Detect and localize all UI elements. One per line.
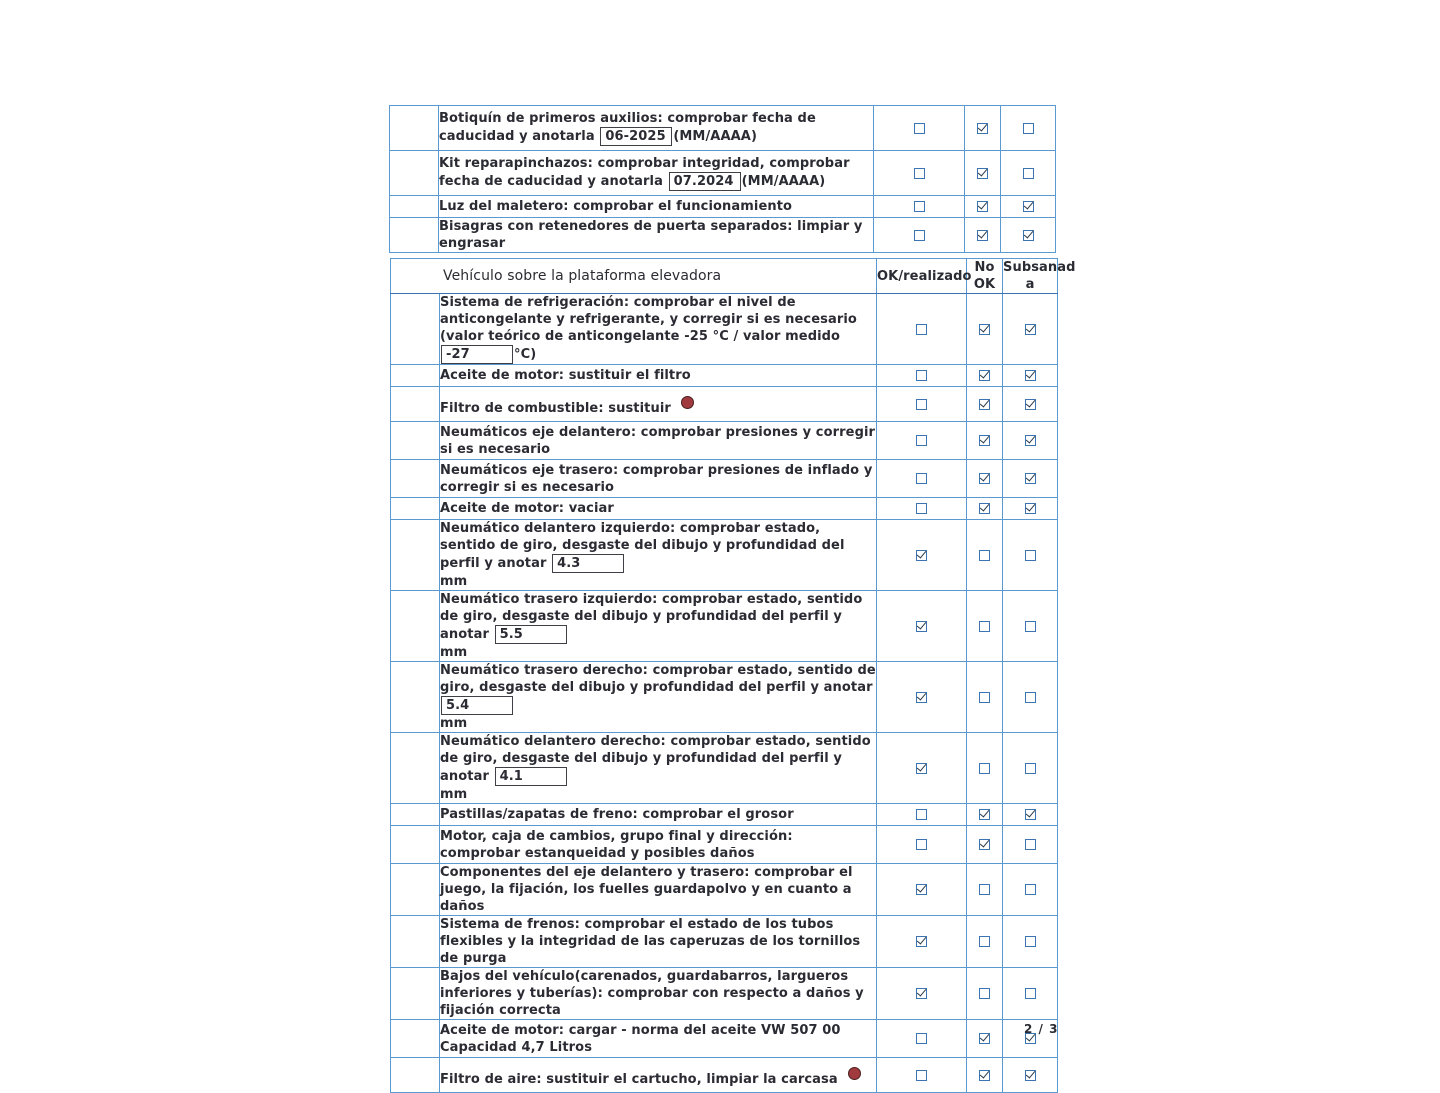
row-description: Aceite de motor: sustituir el filtro bbox=[440, 368, 691, 383]
checklist-section-2 bbox=[390, 258, 1076, 1093]
row-description: Neumático delantero izquierdo: comprobar estado, sentido de giro, desgaste del dibujo y profundidad del perfil y anotar bbox=[440, 521, 845, 571]
ok-checkbox-cell bbox=[874, 218, 965, 253]
no-ok-checkbox-cell bbox=[967, 591, 1003, 662]
value-input-field[interactable]: 06-2025 bbox=[600, 127, 672, 146]
ok-checkbox[interactable] bbox=[916, 763, 927, 774]
ok-checkbox[interactable] bbox=[916, 839, 927, 850]
checklist-row bbox=[391, 1058, 1058, 1093]
subsanada-checkbox[interactable] bbox=[1025, 839, 1036, 850]
row-description: Motor, caja de cambios, grupo final y dirección: comprobar estanqueidad y posibles daños bbox=[440, 828, 793, 861]
subsanada-checkbox[interactable] bbox=[1025, 324, 1036, 335]
ok-checkbox[interactable] bbox=[916, 473, 927, 484]
subsanada-checkbox[interactable] bbox=[1025, 763, 1036, 774]
ok-checkbox-cell bbox=[877, 804, 967, 826]
row-description: Componentes del eje delantero y trasero: comprobar el juego, la fijación, los fuelles guardapolvo y en cuanto a daños bbox=[440, 865, 853, 914]
ok-checkbox-cell bbox=[877, 1058, 967, 1093]
row-description: Neumático delantero derecho: comprobar estado, sentido de giro, desgaste del dibujo y profundidad del perfil y anotar bbox=[440, 734, 871, 784]
checklist-row bbox=[391, 294, 1058, 365]
no-ok-checkbox-cell bbox=[967, 916, 1003, 968]
no-ok-checkbox-cell bbox=[967, 1020, 1003, 1058]
ok-checkbox-cell bbox=[877, 916, 967, 968]
row-description-cell bbox=[440, 520, 877, 591]
subsanada-checkbox-cell bbox=[1003, 733, 1058, 804]
no-ok-checkbox-cell bbox=[967, 733, 1003, 804]
no-ok-checkbox-cell bbox=[967, 294, 1003, 365]
ok-checkbox-cell bbox=[877, 422, 967, 460]
subsanada-checkbox[interactable] bbox=[1025, 621, 1036, 632]
row-description: Bisagras con retenedores de puerta separados: limpiar y engrasar bbox=[439, 219, 863, 251]
row-margin-cell bbox=[391, 662, 440, 733]
ok-checkbox-cell bbox=[874, 151, 965, 196]
no-ok-checkbox[interactable] bbox=[979, 988, 990, 999]
no-ok-checkbox[interactable] bbox=[979, 1033, 990, 1044]
no-ok-checkbox[interactable] bbox=[979, 473, 990, 484]
ok-checkbox-cell bbox=[877, 591, 967, 662]
row-description: Bajos del vehículo(carenados, guardabarros, largueros inferiores y tuberías): comprobar con respecto a daños y fijación correcta bbox=[440, 969, 864, 1018]
row-description-cell bbox=[440, 804, 877, 826]
no-ok-checkbox-cell bbox=[967, 804, 1003, 826]
row-unit-label: (MM/AAAA) bbox=[673, 129, 757, 144]
subsanada-checkbox-cell bbox=[1003, 365, 1058, 387]
no-ok-checkbox[interactable] bbox=[979, 324, 990, 335]
no-ok-checkbox[interactable] bbox=[977, 230, 988, 241]
row-margin-cell bbox=[390, 151, 439, 196]
subsanada-checkbox-cell bbox=[1003, 498, 1058, 520]
row-description: Neumáticos eje delantero: comprobar presiones y corregir si es necesario bbox=[440, 424, 876, 457]
checklist-row bbox=[390, 106, 1056, 151]
no-ok-checkbox-cell bbox=[967, 1058, 1003, 1093]
ok-checkbox[interactable] bbox=[914, 230, 925, 241]
value-input-field[interactable]: 4.3 bbox=[552, 554, 624, 573]
row-description: Filtro de combustible: sustituir bbox=[440, 401, 671, 416]
row-description: Neumático trasero izquierdo: comprobar estado, sentido de giro, desgaste del dibujo y profundidad del perfil y anotar bbox=[440, 592, 863, 642]
row-description-cell bbox=[440, 1058, 877, 1093]
no-ok-checkbox-cell bbox=[967, 826, 1003, 864]
checklist-row bbox=[391, 916, 1058, 968]
row-unit-label: (MM/AAAA) bbox=[741, 174, 826, 189]
ok-checkbox-cell bbox=[874, 106, 965, 151]
checklist-row bbox=[390, 218, 1056, 253]
row-description-cell bbox=[440, 733, 877, 804]
row-description: Kit reparapinchazos: comprobar integridad, comprobar fecha de caducidad y anotarla bbox=[439, 156, 850, 189]
subsanada-checkbox[interactable] bbox=[1025, 988, 1036, 999]
row-description-cell bbox=[439, 106, 874, 151]
subsanada-checkbox-cell bbox=[1003, 387, 1058, 422]
value-input-field[interactable]: 5.4 bbox=[441, 696, 513, 715]
value-input-field[interactable]: 5.5 bbox=[495, 625, 567, 644]
no-ok-checkbox-cell bbox=[967, 520, 1003, 591]
row-margin-cell bbox=[391, 422, 440, 460]
row-margin-cell bbox=[391, 591, 440, 662]
row-margin-cell bbox=[391, 1058, 440, 1093]
row-description-cell bbox=[440, 968, 877, 1020]
row-description-cell bbox=[440, 1020, 877, 1058]
subsanada-checkbox[interactable] bbox=[1025, 884, 1036, 895]
no-ok-checkbox-cell bbox=[967, 968, 1003, 1020]
row-description: Pastillas/zapatas de freno: comprobar el grosor bbox=[440, 807, 794, 822]
subsanada-checkbox-cell bbox=[1003, 662, 1058, 733]
subsanada-checkbox-cell bbox=[1001, 196, 1056, 218]
ok-checkbox-cell bbox=[877, 387, 967, 422]
row-unit-label: mm bbox=[440, 716, 468, 731]
row-margin-cell bbox=[391, 826, 440, 864]
row-description: Botiquín de primeros auxilios: comprobar fecha de caducidad y anotarla bbox=[439, 111, 816, 144]
row-margin-cell bbox=[391, 520, 440, 591]
checklist-row bbox=[391, 520, 1058, 591]
row-description-cell bbox=[439, 151, 874, 196]
no-ok-checkbox[interactable] bbox=[979, 621, 990, 632]
subsanada-checkbox-cell bbox=[1003, 916, 1058, 968]
no-ok-checkbox-cell bbox=[965, 196, 1001, 218]
row-description: Neumáticos eje trasero: comprobar presiones de inflado y corregir si es necesario bbox=[440, 462, 873, 495]
ok-checkbox[interactable] bbox=[916, 370, 927, 381]
row-description-cell bbox=[440, 826, 877, 864]
ok-checkbox[interactable] bbox=[916, 550, 927, 561]
ok-checkbox-cell bbox=[877, 864, 967, 916]
row-margin-cell bbox=[391, 1020, 440, 1058]
ok-checkbox-cell bbox=[877, 520, 967, 591]
no-ok-checkbox-cell bbox=[967, 662, 1003, 733]
ok-checkbox[interactable] bbox=[916, 1070, 927, 1081]
ok-checkbox-cell bbox=[877, 294, 967, 365]
checklist-row bbox=[391, 422, 1058, 460]
column-header-subsanada: Subsanad a bbox=[1003, 260, 1076, 292]
no-ok-checkbox[interactable] bbox=[979, 809, 990, 820]
subsanada-checkbox-cell bbox=[1003, 826, 1058, 864]
no-ok-checkbox-cell bbox=[967, 387, 1003, 422]
no-ok-checkbox[interactable] bbox=[979, 550, 990, 561]
row-description: Filtro de aire: sustituir el cartucho, limpiar la carcasa bbox=[440, 1072, 838, 1087]
subsanada-checkbox[interactable] bbox=[1025, 936, 1036, 947]
subsanada-checkbox[interactable] bbox=[1025, 473, 1036, 484]
checklist-row bbox=[390, 196, 1056, 218]
row-margin-cell bbox=[391, 387, 440, 422]
subsanada-checkbox-cell bbox=[1003, 460, 1058, 498]
row-margin-cell bbox=[391, 916, 440, 968]
ok-checkbox-cell bbox=[877, 460, 967, 498]
no-ok-checkbox[interactable] bbox=[979, 435, 990, 446]
row-unit-label: mm bbox=[440, 787, 468, 802]
section-title: Vehículo sobre la plataforma elevadora bbox=[443, 267, 722, 284]
subsanada-checkbox[interactable] bbox=[1025, 435, 1036, 446]
column-header-no-ok: No OK bbox=[967, 259, 1003, 294]
row-margin-cell bbox=[391, 498, 440, 520]
row-margin-cell bbox=[391, 460, 440, 498]
row-description-cell bbox=[440, 591, 877, 662]
ok-checkbox[interactable] bbox=[914, 201, 925, 212]
no-ok-checkbox[interactable] bbox=[979, 839, 990, 850]
row-description: Sistema de refrigeración: comprobar el nivel de anticongelante y refrigerante, y corregir si es necesario (valor teórico de anticongelante -25 °C / valor medido bbox=[440, 295, 857, 344]
row-description-cell bbox=[440, 294, 877, 365]
no-ok-checkbox[interactable] bbox=[979, 503, 990, 514]
column-header-ok: OK/realizado bbox=[877, 259, 967, 294]
checklist-section-1 bbox=[389, 105, 1056, 253]
row-margin-cell bbox=[391, 864, 440, 916]
subsanada-checkbox-cell bbox=[1001, 151, 1056, 196]
subsanada-checkbox-cell bbox=[1003, 520, 1058, 591]
ok-checkbox[interactable] bbox=[916, 936, 927, 947]
ok-checkbox[interactable] bbox=[916, 621, 927, 632]
row-description-cell bbox=[440, 864, 877, 916]
no-ok-checkbox-cell bbox=[965, 218, 1001, 253]
no-ok-checkbox[interactable] bbox=[977, 201, 988, 212]
no-ok-checkbox[interactable] bbox=[979, 1070, 990, 1081]
row-margin-cell bbox=[391, 365, 440, 387]
row-description-cell bbox=[439, 218, 874, 253]
subsanada-checkbox[interactable] bbox=[1025, 692, 1036, 703]
no-ok-checkbox[interactable] bbox=[979, 936, 990, 947]
row-margin-cell bbox=[390, 218, 439, 253]
subsanada-checkbox-cell bbox=[1003, 294, 1058, 365]
subsanada-checkbox[interactable] bbox=[1023, 168, 1034, 179]
ok-checkbox-cell bbox=[877, 826, 967, 864]
subsanada-checkbox-cell bbox=[1003, 1058, 1058, 1093]
subsanada-checkbox-cell bbox=[1003, 591, 1058, 662]
ok-checkbox[interactable] bbox=[916, 435, 927, 446]
ok-checkbox[interactable] bbox=[916, 884, 927, 895]
row-description-cell bbox=[440, 662, 877, 733]
checklist-row bbox=[391, 591, 1058, 662]
row-margin-cell bbox=[391, 968, 440, 1020]
value-input-field[interactable]: -27 bbox=[441, 345, 513, 364]
no-ok-checkbox[interactable] bbox=[979, 884, 990, 895]
checklist-row bbox=[391, 864, 1058, 916]
no-ok-checkbox-cell bbox=[967, 498, 1003, 520]
checklist-row bbox=[391, 826, 1058, 864]
subsanada-checkbox[interactable] bbox=[1025, 503, 1036, 514]
no-ok-checkbox-cell bbox=[967, 365, 1003, 387]
no-ok-checkbox[interactable] bbox=[979, 399, 990, 410]
subsanada-checkbox[interactable] bbox=[1025, 550, 1036, 561]
no-ok-checkbox[interactable] bbox=[977, 123, 988, 134]
row-description: Luz del maletero: comprobar el funcionamiento bbox=[439, 199, 793, 214]
row-margin-cell bbox=[391, 733, 440, 804]
checklist-row bbox=[391, 804, 1058, 826]
ok-checkbox-cell bbox=[877, 968, 967, 1020]
checklist-row bbox=[391, 498, 1058, 520]
subsanada-checkbox-cell bbox=[1003, 968, 1058, 1020]
subsanada-checkbox[interactable] bbox=[1025, 370, 1036, 381]
ok-checkbox[interactable] bbox=[916, 399, 927, 410]
no-ok-checkbox-cell bbox=[967, 864, 1003, 916]
value-input-field[interactable]: 4.1 bbox=[495, 767, 567, 786]
row-description-cell bbox=[440, 365, 877, 387]
checklist-row bbox=[391, 460, 1058, 498]
subsanada-checkbox-cell bbox=[1001, 106, 1056, 151]
row-description-cell bbox=[440, 460, 877, 498]
checklist-row bbox=[391, 387, 1058, 422]
ok-checkbox-cell bbox=[877, 365, 967, 387]
subsanada-checkbox-cell bbox=[1001, 218, 1056, 253]
subsanada-checkbox-cell bbox=[1003, 864, 1058, 916]
no-ok-checkbox[interactable] bbox=[977, 168, 988, 179]
row-description-cell bbox=[440, 422, 877, 460]
row-margin-cell bbox=[391, 294, 440, 365]
checklist-row bbox=[391, 662, 1058, 733]
row-margin-cell bbox=[390, 106, 439, 151]
row-description: Sistema de frenos: comprobar el estado de los tubos flexibles y la integridad de las caperuzas de los tornillos de purga bbox=[440, 917, 861, 966]
ok-checkbox-cell bbox=[877, 662, 967, 733]
ok-checkbox[interactable] bbox=[916, 503, 927, 514]
no-ok-checkbox[interactable] bbox=[979, 370, 990, 381]
ok-checkbox[interactable] bbox=[916, 692, 927, 703]
row-margin-cell bbox=[390, 196, 439, 218]
subsanada-checkbox[interactable] bbox=[1025, 1070, 1036, 1081]
subsanada-checkbox-cell bbox=[1003, 804, 1058, 826]
ok-checkbox[interactable] bbox=[916, 809, 927, 820]
row-unit-label: mm bbox=[440, 645, 468, 660]
subsanada-checkbox[interactable] bbox=[1023, 123, 1034, 134]
no-ok-checkbox-cell bbox=[965, 151, 1001, 196]
no-ok-checkbox-cell bbox=[965, 106, 1001, 151]
checklist-row bbox=[390, 151, 1056, 196]
checklist-row bbox=[391, 1020, 1058, 1058]
row-description-cell bbox=[440, 498, 877, 520]
row-description: Neumático trasero derecho: comprobar estado, sentido de giro, desgaste del dibujo y profundidad del perfil y anotar bbox=[440, 663, 876, 695]
row-unit-label: mm bbox=[440, 574, 468, 589]
no-ok-checkbox-cell bbox=[967, 422, 1003, 460]
row-description: Aceite de motor: cargar - norma del aceite VW 507 00 Capacidad 4,7 Litros bbox=[440, 1022, 841, 1055]
ok-checkbox[interactable] bbox=[916, 988, 927, 999]
section-title-cell bbox=[391, 259, 877, 294]
ok-checkbox[interactable] bbox=[916, 324, 927, 335]
checklist-row bbox=[391, 733, 1058, 804]
ok-checkbox-cell bbox=[877, 733, 967, 804]
row-description-cell bbox=[439, 196, 874, 218]
row-description-cell bbox=[440, 916, 877, 968]
no-ok-checkbox[interactable] bbox=[979, 763, 990, 774]
subsanada-checkbox-cell bbox=[1003, 422, 1058, 460]
subsanada-checkbox[interactable] bbox=[1023, 201, 1034, 212]
checklist-row bbox=[391, 365, 1058, 387]
row-description-cell bbox=[440, 387, 877, 422]
ok-checkbox-cell bbox=[877, 498, 967, 520]
no-ok-checkbox-cell bbox=[967, 460, 1003, 498]
ok-checkbox-cell bbox=[877, 1020, 967, 1058]
row-unit-label: °C) bbox=[514, 347, 537, 362]
red-marker-icon bbox=[681, 396, 694, 409]
ok-checkbox[interactable] bbox=[916, 1033, 927, 1044]
value-input-field[interactable]: 07.2024 bbox=[669, 172, 741, 191]
red-marker-icon bbox=[848, 1067, 861, 1080]
ok-checkbox[interactable] bbox=[914, 168, 925, 179]
ok-checkbox-cell bbox=[874, 196, 965, 218]
page-number: 2 / 3 bbox=[1024, 1022, 1059, 1036]
section-header-row bbox=[391, 259, 1058, 294]
row-description: Aceite de motor: vaciar bbox=[440, 501, 614, 516]
ok-checkbox[interactable] bbox=[914, 123, 925, 134]
row-margin-cell bbox=[391, 804, 440, 826]
checklist-row bbox=[391, 968, 1058, 1020]
no-ok-checkbox[interactable] bbox=[979, 692, 990, 703]
subsanada-checkbox[interactable] bbox=[1025, 809, 1036, 820]
subsanada-checkbox[interactable] bbox=[1023, 230, 1034, 241]
subsanada-checkbox[interactable] bbox=[1025, 399, 1036, 410]
